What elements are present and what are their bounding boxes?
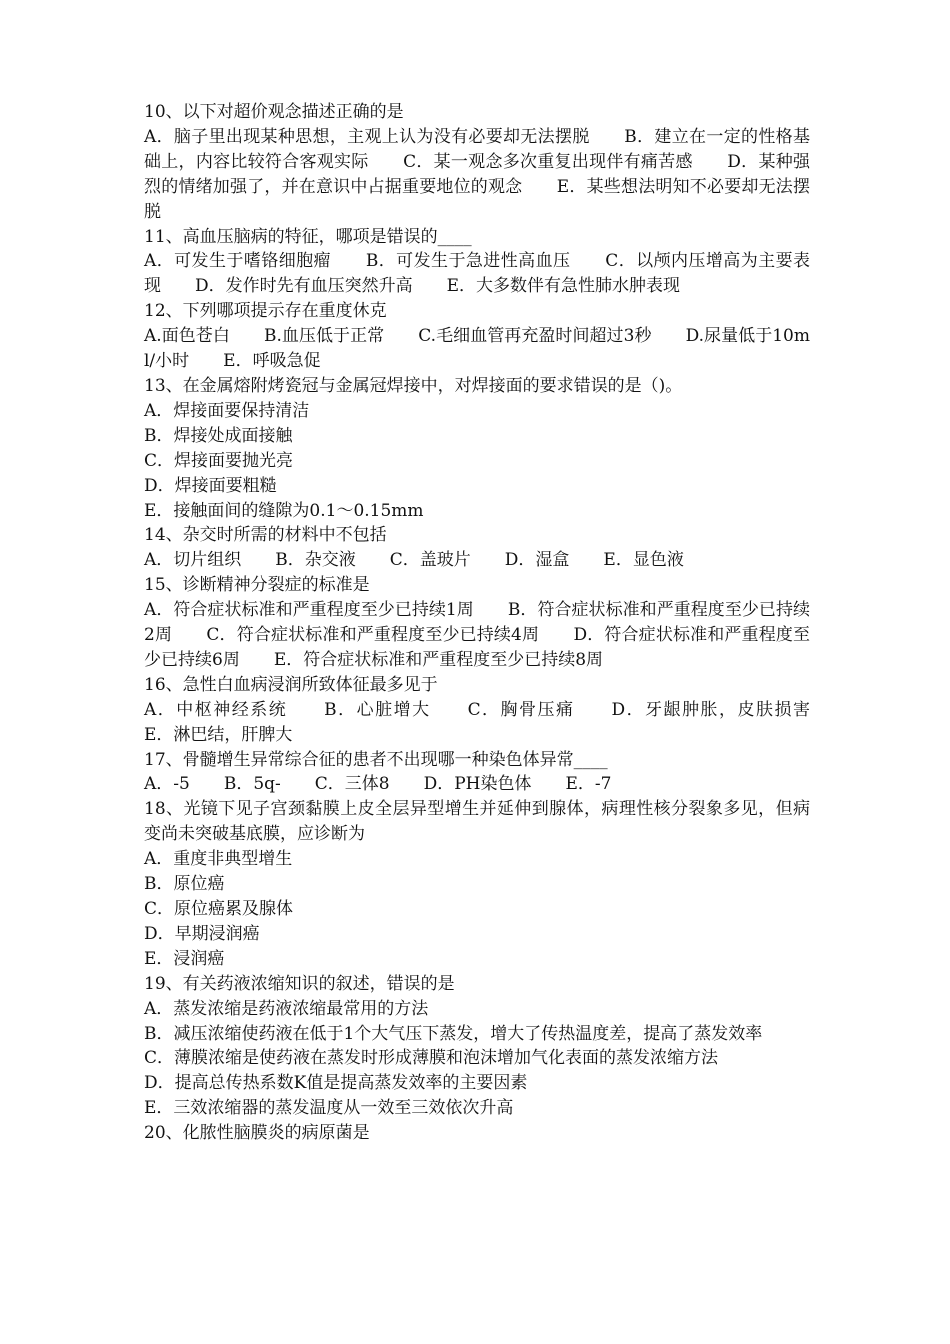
question-10-options: A．脑子里出现某种思想，主观上认为没有必要却无法摆脱 B．建立在一定的性格基础上，内容比较符合客观实际 C．某一观念多次重复出现伴有痛苦感 D．某种强烈的情绪加强了，并在意识中占据重要地位的观念 E．某些想法明知不必要却无法摆脱 <box>144 126 810 222</box>
question-13-stem: 13、在金属熔附烤瓷冠与金属冠焊接中，对焊接面的要求错误的是（)。 <box>144 375 683 396</box>
question-18-option-b: B．原位癌 <box>144 874 225 895</box>
question-18-stem: 18、光镜下见子宫颈黏膜上皮全层异型增生并延伸到腺体，病理性核分裂象多见，但病变尚未突破基底膜，应诊断为 <box>144 799 810 845</box>
question-16-options: A．中枢神经系统 B．心脏增大 C．胸骨压痛 D．牙龈肿胀，皮肤损害 E．淋巴结，肝脾大 <box>144 699 844 745</box>
question-18-option-a: A．重度非典型增生 <box>144 849 293 870</box>
question-15-stem: 15、诊断精神分裂症的标准是 <box>144 575 370 596</box>
question-16-stem: 16、急性白血病浸润所致体征最多见于 <box>144 674 438 695</box>
question-12-options: A.面色苍白 B.血压低于正常 C.毛细血管再充盈时间超过3秒 D.尿量低于10ml/小时 E．呼吸急促 <box>144 326 810 372</box>
question-13-option-d: D．焊接面要粗糙 <box>144 475 277 496</box>
question-19-stem: 19、有关药液浓缩知识的叙述，错误的是 <box>144 973 455 994</box>
question-19-option-a: A．蒸发浓缩是药液浓缩最常用的方法 <box>144 998 429 1019</box>
question-18-option-c: C．原位癌累及腺体 <box>144 899 294 919</box>
question-18-option-e: E．浸润癌 <box>144 948 225 969</box>
question-17-stem: 17、骨髓增生异常综合征的患者不出现哪一种染色体异常____ <box>144 749 608 770</box>
document-body <box>144 100 844 1146</box>
question-12-stem: 12、下列哪项提示存在重度休克 <box>144 301 387 322</box>
question-19-option-b: B．减压浓缩使药液在低于1个大气压下蒸发，增大了传热温度差，提高了蒸发效率 <box>144 1023 763 1044</box>
question-10-stem: 10、以下对超价观念描述正确的是 <box>144 102 404 122</box>
question-19-option-e: E．三效浓缩器的蒸发温度从一效至三效依次升高 <box>144 1098 514 1119</box>
question-11-stem: 11、高血压脑病的特征，哪项是错误的____ <box>144 226 472 247</box>
question-20-stem: 20、化脓性脑膜炎的病原菌是 <box>144 1123 370 1144</box>
question-14-options: A．切片组织 B．杂交液 C．盖玻片 D．湿盒 E．显色液 <box>144 550 684 571</box>
question-13-option-a: A．焊接面要保持清洁 <box>144 400 310 421</box>
question-13-option-b: B．焊接处成面接触 <box>144 425 293 446</box>
question-19-option-c: C．薄膜浓缩是使药液在蒸发时形成薄膜和泡沫增加气化表面的蒸发浓缩方法 <box>144 1048 719 1069</box>
question-14-stem: 14、杂交时所需的材料中不包括 <box>144 525 387 546</box>
question-17-options: A．-5 B．5q- C．三体8 D．PH染色体 E．-7 <box>144 774 612 795</box>
question-15-options: A．符合症状标准和严重程度至少已持续1周 B．符合症状标准和严重程度至少已持续2周 C．符合症状标准和严重程度至少已持续4周 D．符合症状标准和严重程度至少已持续6周 E．符合症状标准和严重程度至少已持续8周 <box>144 600 810 670</box>
question-13-option-e: E．接触面间的缝隙为0.1～0.15mm <box>144 500 424 521</box>
question-18-option-d: D．早期浸润癌 <box>144 923 260 944</box>
question-11-options: A．可发生于嗜铬细胞瘤 B．可发生于急进性高血压 C．以颅内压增高为主要表现 D．发作时先有血压突然升高 E．大多数伴有急性肺水肿表现 <box>144 251 810 297</box>
question-13-option-c: C．焊接面要抛光亮 <box>144 450 294 471</box>
question-19-option-d: D．提高总传热系数K值是提高蒸发效率的主要因素 <box>144 1073 528 1094</box>
